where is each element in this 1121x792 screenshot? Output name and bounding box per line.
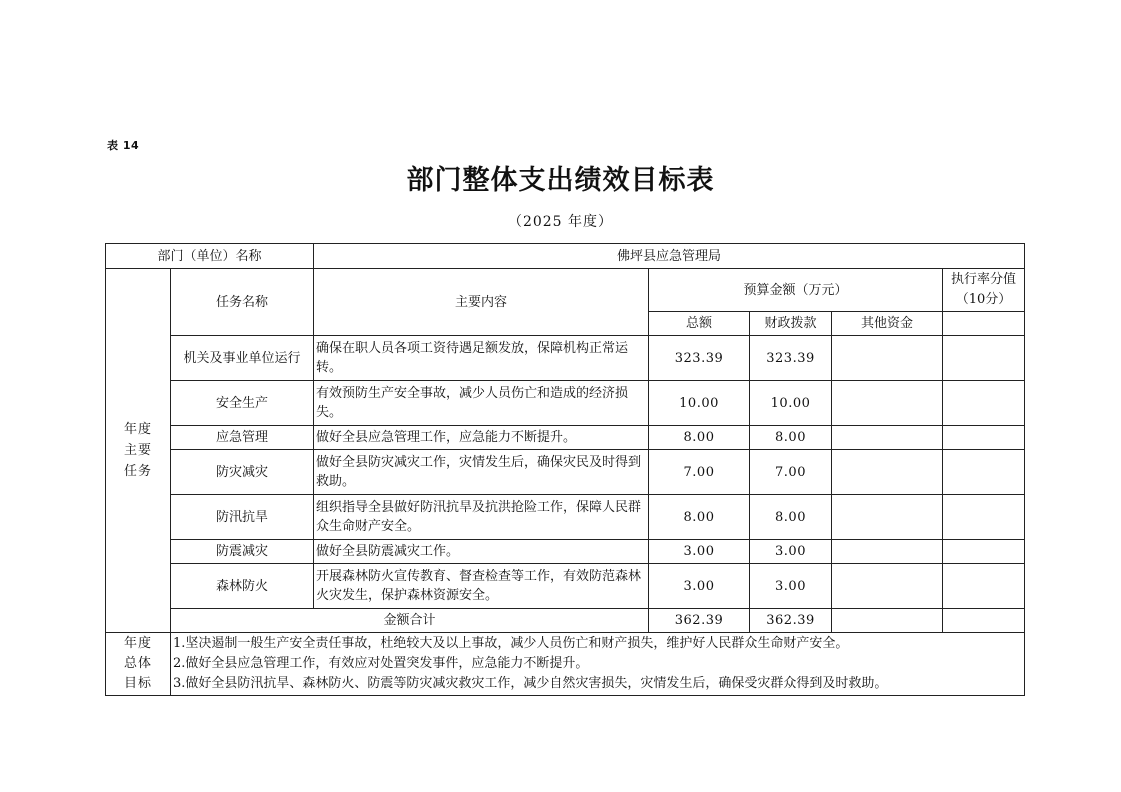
section-label-line: 总体 bbox=[123, 656, 152, 671]
header-budget: 预算金额（万元） bbox=[649, 269, 943, 312]
overall-goals-row bbox=[106, 633, 1025, 696]
task-name: 安全生产 bbox=[171, 381, 314, 426]
task-name: 机关及事业单位运行 bbox=[171, 336, 314, 381]
header-rate-blank bbox=[943, 312, 1025, 336]
sum-row bbox=[106, 609, 1025, 633]
table-row bbox=[106, 381, 1025, 426]
performance-table bbox=[105, 243, 1025, 696]
task-content: 开展森林防火宣传教育、督查检查等工作，有效防范森林火灾发生，保护森林资源安全。 bbox=[314, 564, 649, 609]
header-fiscal: 财政拨款 bbox=[750, 312, 832, 336]
task-content: 组织指导全县做好防汛抗旱及抗洪抢险工作，保障人民群众生命财产安全。 bbox=[314, 495, 649, 540]
task-rate bbox=[943, 336, 1025, 381]
section-label-line: 任务 bbox=[123, 464, 152, 479]
section-label-line: 年度 bbox=[123, 422, 152, 437]
task-content: 有效预防生产安全事故，减少人员伤亡和造成的经济损失。 bbox=[314, 381, 649, 426]
header-other: 其他资金 bbox=[832, 312, 943, 336]
task-rate bbox=[943, 450, 1025, 495]
task-fiscal: 8.00 bbox=[750, 495, 832, 540]
task-rate bbox=[943, 381, 1025, 426]
year-note: （2025 年度） bbox=[507, 214, 614, 230]
task-total: 3.00 bbox=[649, 564, 750, 609]
table-row bbox=[106, 540, 1025, 564]
table-row bbox=[106, 495, 1025, 540]
dept-label: 部门（单位）名称 bbox=[106, 244, 314, 269]
table-row bbox=[106, 564, 1025, 609]
task-other bbox=[832, 336, 943, 381]
task-fiscal: 3.00 bbox=[750, 564, 832, 609]
task-total: 7.00 bbox=[649, 450, 750, 495]
sum-other bbox=[832, 609, 943, 633]
task-total: 10.00 bbox=[649, 381, 750, 426]
task-fiscal: 323.39 bbox=[750, 336, 832, 381]
task-content: 做好全县应急管理工作，应急能力不断提升。 bbox=[314, 426, 649, 450]
task-total: 323.39 bbox=[649, 336, 750, 381]
dept-row bbox=[106, 244, 1025, 269]
task-total: 3.00 bbox=[649, 540, 750, 564]
table-row bbox=[106, 426, 1025, 450]
task-rate bbox=[943, 495, 1025, 540]
task-other bbox=[832, 564, 943, 609]
section-label-line: 年度 bbox=[123, 636, 152, 651]
overall-goals-content bbox=[171, 633, 1025, 696]
task-content: 确保在职人员各项工资待遇足额发放，保障机构正常运转。 bbox=[314, 336, 649, 381]
task-fiscal: 10.00 bbox=[750, 381, 832, 426]
section-label-line: 目标 bbox=[123, 676, 152, 691]
task-name: 防震减灾 bbox=[171, 540, 314, 564]
header-exec-rate: 执行率分值（10分） bbox=[943, 269, 1025, 312]
header-total: 总额 bbox=[649, 312, 750, 336]
task-rate bbox=[943, 540, 1025, 564]
task-content: 做好全县防灾减灾工作，灾情发生后，确保灾民及时得到救助。 bbox=[314, 450, 649, 495]
sum-total: 362.39 bbox=[649, 609, 750, 633]
sum-fiscal: 362.39 bbox=[750, 609, 832, 633]
overall-goals-section-label bbox=[106, 633, 171, 696]
task-total: 8.00 bbox=[649, 495, 750, 540]
task-rate bbox=[943, 564, 1025, 609]
task-fiscal: 3.00 bbox=[750, 540, 832, 564]
task-other bbox=[832, 426, 943, 450]
header-row bbox=[106, 269, 1025, 312]
section-label-line: 主要 bbox=[123, 443, 152, 458]
goal-item: 2.做好全县应急管理工作，有效应对处置突发事件，应急能力不断提升。 bbox=[173, 656, 589, 671]
task-name: 防灾减灾 bbox=[171, 450, 314, 495]
task-content: 做好全县防震减灾工作。 bbox=[314, 540, 649, 564]
task-other bbox=[832, 495, 943, 540]
header-content: 主要内容 bbox=[314, 269, 649, 336]
annual-tasks-section-label bbox=[106, 269, 171, 633]
task-name: 应急管理 bbox=[171, 426, 314, 450]
sum-label: 金额合计 bbox=[171, 609, 649, 633]
dept-value: 佛坪县应急管理局 bbox=[314, 244, 1025, 269]
task-name: 森林防火 bbox=[171, 564, 314, 609]
task-total: 8.00 bbox=[649, 426, 750, 450]
task-fiscal: 8.00 bbox=[750, 426, 832, 450]
task-other bbox=[832, 540, 943, 564]
task-other bbox=[832, 450, 943, 495]
task-fiscal: 7.00 bbox=[750, 450, 832, 495]
task-rate bbox=[943, 426, 1025, 450]
header-task-name: 任务名称 bbox=[171, 269, 314, 336]
sum-rate bbox=[943, 609, 1025, 633]
table-row bbox=[106, 336, 1025, 381]
table-row bbox=[106, 450, 1025, 495]
task-name: 防汛抗旱 bbox=[171, 495, 314, 540]
goal-item: 1.坚决遏制一般生产安全责任事故，杜绝较大及以上事故，减少人员伤亡和财产损失，维护好人民群众生命财产安全。 bbox=[173, 636, 849, 651]
table-number: 表 14 bbox=[107, 139, 140, 152]
goal-item: 3.做好全县防汛抗旱、森林防火、防震等防灾减灾救灾工作，减少自然灾害损失，灾情发生后，确保受灾群众得到及时救助。 bbox=[173, 676, 888, 691]
document-title: 部门整体支出绩效目标表 bbox=[406, 165, 715, 196]
task-other bbox=[832, 381, 943, 426]
